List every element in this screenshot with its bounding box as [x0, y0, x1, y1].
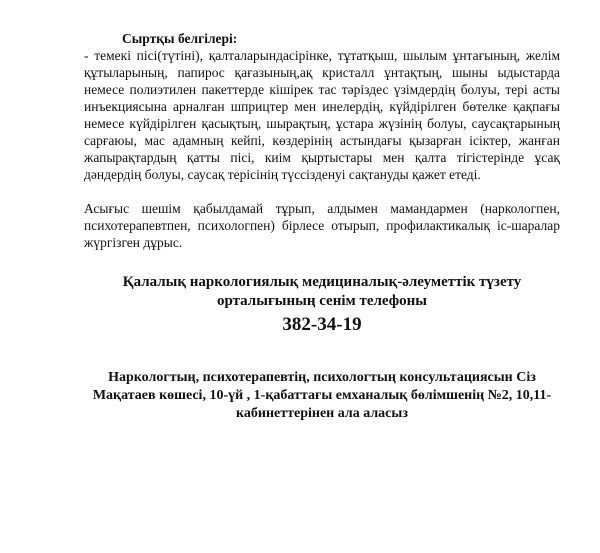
consultation-info: Наркологтың, психотерапевтің, психологтың консультациясын Сіз Мақатаев көшесі, 10-үй , 1-қабаттағы емханалық бөлімшенің №2, 10,11-кабинеттерінен ала аласыз	[92, 370, 552, 421]
advice-paragraph: Асығыс шешім қабылдамай тұрып, алдымен мамандармен (наркологпен, психотерапевтпен, психологпен) бірлесе отырып, профилактикалық іс-шаралар жүргізген дұрыс.	[84, 201, 560, 250]
hotline-phone: 382-34-19	[282, 314, 362, 335]
document-page	[84, 30, 560, 423]
section-heading: Сыртқы белгілері:	[122, 31, 238, 46]
signs-paragraph: - темекі пісі(түтіні), қалталарындасірінке, тұтатқыш, шылым ұнтағының, желім құтыларының, папирос қағазының,ақ кристалл ұнтақтың, шыны ыдыстарда немесе полиэтилен пакеттерде кішірек тас тәріздес үзімдердің болуы, тері асты инъекциясына арналған шприцтер мен инелердің, күйдірілген бөтелке қақпағы немесе күйдірілген қасықтың, шырақтың, ұстара жүзінің болуы, саусақтарының сарғаюы, мас адамның кейпі, көздерінің астындағы қызарған ісіктер, жанған жапырақтардың қатты пісі, киім қыртыстары мен қалта тігістерінде ұсақ дәндердің болуы, саусақ терісінің түссізденуі сақтануды қажет етеді.	[84, 48, 560, 182]
hotline-title: Қалалық наркологиялық медициналық-әлеуметтік түзету орталығының сенім телефоны	[122, 274, 522, 309]
